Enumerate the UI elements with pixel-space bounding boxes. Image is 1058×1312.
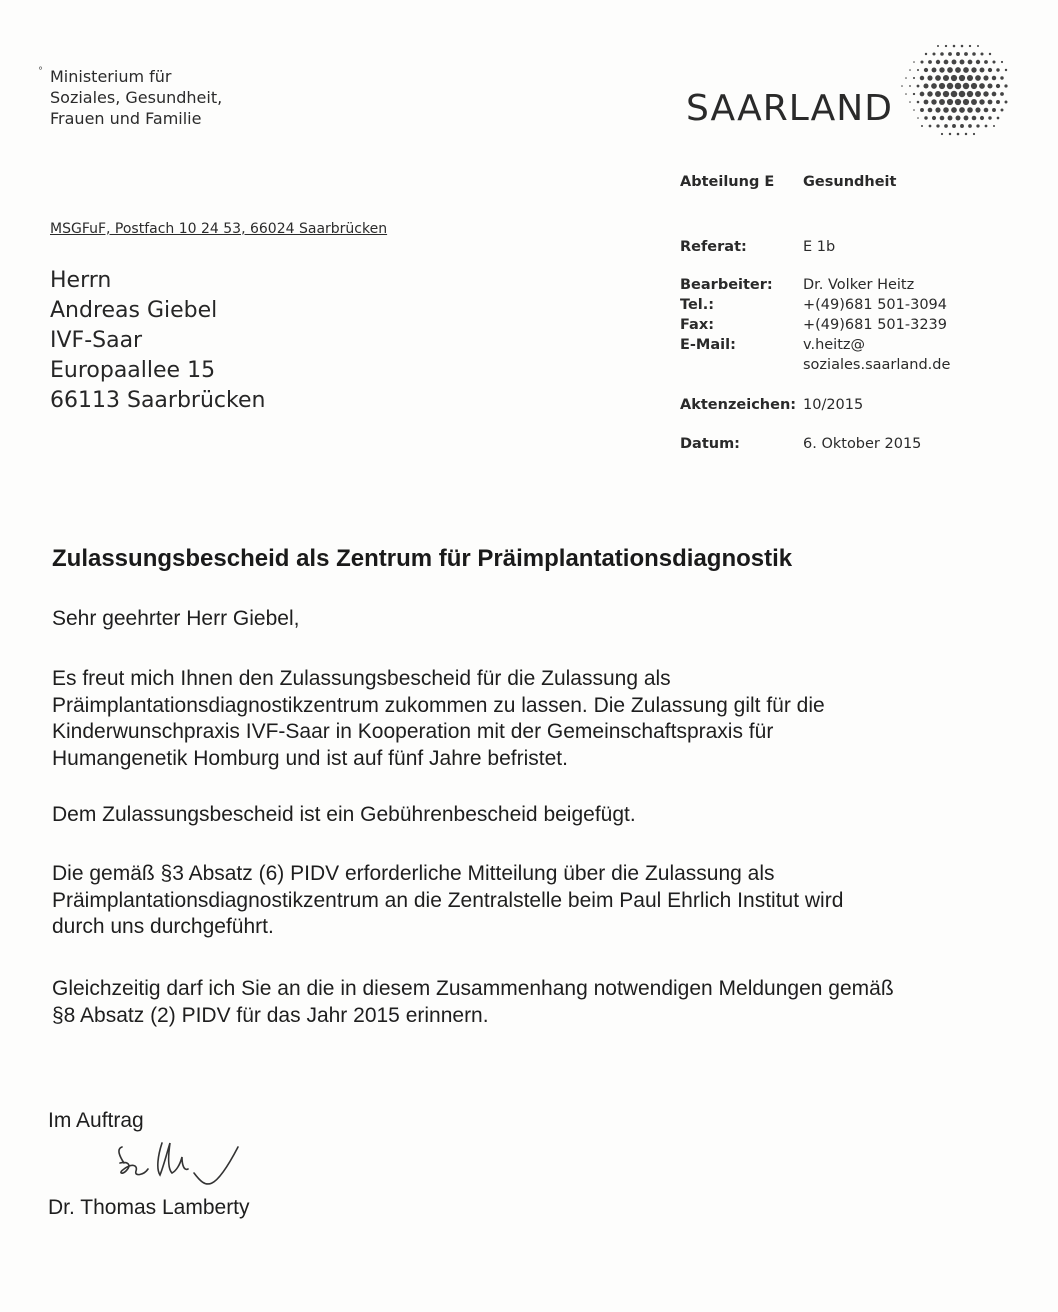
logo-dot (920, 60, 923, 63)
ministry-name (50, 66, 222, 129)
logo-dot (928, 60, 932, 64)
logo-dot (943, 107, 949, 113)
paragraph-line: Kinderwunschpraxis IVF-Saar in Kooperation mit der Gemeinschaftspraxis für (52, 720, 774, 743)
logo-dot (980, 52, 983, 55)
logo-dot (960, 60, 965, 65)
logo-dot (952, 60, 957, 65)
info-label: Aktenzeichen: (680, 397, 797, 413)
paragraph-line: Humangenetik Homburg und ist auf fünf Jahre befristet. (52, 746, 568, 770)
paragraph (52, 976, 894, 1029)
paragraph-line: Gleichzeitig darf ich Sie an die in diesem Zusammenhang notwendigen Meldungen gemäß (52, 977, 894, 1000)
info-contact (680, 277, 951, 377)
paragraph (52, 861, 843, 941)
logo-dot (985, 125, 988, 128)
logo-dot (931, 83, 937, 89)
recipient-line: Andreas Giebel (50, 298, 218, 323)
logo-dot (955, 67, 961, 73)
logo-dot (963, 99, 969, 105)
saarland-logo-icon (878, 42, 1008, 142)
logo-dot (956, 52, 960, 56)
logo-dot (951, 75, 957, 81)
logo-dot (943, 75, 949, 81)
paragraph: Dem Zulassungsbescheid ist ein Gebührenbescheid beigefügt. (52, 803, 636, 826)
info-value: Gesundheit (803, 174, 897, 190)
logo-dot (967, 75, 973, 81)
logo-dot (992, 108, 996, 112)
logo-dot (928, 108, 933, 113)
logo-dot (967, 107, 973, 113)
logo-dot (1000, 92, 1004, 96)
logo-dot (955, 83, 962, 90)
logo-dot (984, 60, 988, 64)
paragraph (52, 666, 825, 772)
info-value: Dr. Volker Heitz (803, 277, 915, 293)
logo-dot (951, 107, 957, 113)
logo-dot (927, 75, 932, 80)
logo-dot (920, 108, 924, 112)
logo-dot (935, 107, 940, 112)
info-value: 10/2015 (803, 397, 864, 413)
logo-dot (947, 99, 953, 105)
info-label: Fax: (680, 317, 714, 333)
info-label: Datum: (680, 436, 740, 452)
logo-dot (956, 116, 961, 121)
logo-dot (947, 67, 953, 73)
paragraph-line: Präimplantationsdiagnostikzentrum zukommen zu lassen. Die Zulassung gilt für die (52, 693, 825, 717)
paragraph-line: Die gemäß §3 Absatz (6) PIDV erforderliche Mitteilung über die Zulassung als (52, 862, 775, 885)
logo-dot (971, 99, 977, 105)
logo-dot (932, 52, 935, 55)
logo-dot (979, 99, 984, 104)
logo-dot (1001, 109, 1004, 112)
info-value: +(49)681 501-3239 (803, 317, 948, 333)
logo-dot (992, 92, 997, 97)
logo-dot (975, 91, 981, 97)
info-datum (680, 436, 922, 456)
logo-dot (1001, 61, 1003, 63)
logo-dot (983, 75, 988, 80)
logo-dot (971, 83, 977, 89)
logo-dot (993, 125, 995, 127)
ministry-line: Frauen und Familie (50, 109, 202, 128)
logo-dot (920, 76, 924, 80)
paragraph-line: durch uns durchgeführt. (52, 915, 274, 938)
logo-dot (996, 84, 1000, 88)
logo-dot (905, 77, 907, 79)
logo-dot (913, 109, 915, 111)
salutation: Sehr geehrter Herr Giebel, (52, 607, 300, 630)
logo-dot (948, 52, 952, 56)
logo-dot (969, 45, 971, 47)
logo-dot (977, 45, 979, 47)
logo-dot (984, 108, 989, 113)
recipient-line: 66113 Saarbrücken (50, 388, 266, 413)
recipient-line: Europaallee 15 (50, 358, 216, 383)
logo-dot (909, 69, 911, 71)
info-label: Referat: (680, 239, 747, 255)
letter-subject: Zulassungsbescheid als Zentrum für Präimplantationsdiagnostik (52, 545, 793, 572)
recipient-line: IVF-Saar (50, 328, 143, 353)
logo-dot (901, 85, 903, 87)
logo-dot (940, 52, 944, 56)
closing: Im Auftrag (48, 1109, 144, 1132)
info-referat (680, 239, 836, 259)
logo-dot (913, 61, 915, 63)
ministry-line: Soziales, Gesundheit, (50, 88, 223, 107)
saarland-logo-text: SAARLAND (686, 88, 893, 129)
logo-dot (1005, 69, 1007, 71)
logo-dot (935, 91, 941, 97)
bullet-mark: ° (38, 66, 43, 77)
signatory-name: Dr. Thomas Lamberty (48, 1196, 250, 1219)
logo-dot (920, 92, 925, 97)
info-label: E-Mail: (680, 337, 736, 353)
logo-dot (955, 99, 961, 105)
logo-dot (917, 85, 920, 88)
info-label: Abteilung E (680, 174, 775, 190)
ministry-line: Ministerium für (50, 67, 172, 86)
logo-dot (936, 124, 939, 127)
logo-dot (987, 83, 992, 88)
logo-dot (937, 45, 939, 47)
logo-dot (976, 124, 979, 127)
logo-dot (925, 53, 927, 55)
logo-dot (989, 53, 991, 55)
logo-dot (976, 60, 980, 64)
handwritten-signature (110, 1135, 250, 1197)
info-aktenzeichen (680, 397, 864, 417)
logo-dot (979, 83, 985, 89)
info-value: soziales.saarland.de (803, 357, 951, 373)
logo-dot (957, 133, 960, 136)
logo-dot (953, 45, 956, 48)
paragraph-line: Es freut mich Ihnen den Zulassungsbescheid für die Zulassung als (52, 667, 671, 690)
logo-dot (959, 75, 965, 81)
logo-dot (971, 67, 976, 72)
logo-dot (931, 99, 936, 104)
logo-dot (1000, 76, 1003, 79)
info-label: Tel.: (680, 297, 715, 313)
logo-dot (949, 133, 951, 135)
recipient-line: Herrn (50, 268, 112, 293)
logo-dot (923, 83, 928, 88)
logo-dot (921, 125, 923, 127)
logo-dot (924, 100, 929, 105)
logo-dot (944, 124, 948, 128)
logo-dot (972, 116, 977, 121)
logo-dot (988, 68, 992, 72)
logo-dot (996, 100, 1000, 104)
logo-dot (968, 60, 973, 65)
logo-dot (968, 124, 972, 128)
logo-dot (960, 124, 964, 128)
logo-dot (959, 91, 966, 98)
logo-dot (997, 117, 1000, 120)
logo-dot (963, 67, 969, 73)
logo-dot (941, 133, 943, 135)
logo-dot (917, 101, 920, 104)
info-value: 6. Oktober 2015 (803, 436, 922, 452)
return-address: MSGFuF, Postfach 10 24 53, 66024 Saarbrücken (50, 221, 388, 237)
logo-dot (964, 116, 969, 121)
logo-dot (959, 107, 965, 113)
logo-dot (905, 93, 907, 95)
logo-dot (964, 52, 968, 56)
info-label: Bearbeiter: (680, 277, 773, 293)
logo-dot (944, 60, 949, 65)
logo-dot (929, 125, 932, 128)
logo-dot (939, 83, 945, 89)
logo-dot (932, 68, 937, 73)
paragraph-line: §8 Absatz (2) PIDV für das Jahr 2015 erinnern. (52, 1003, 489, 1027)
logo-dot (972, 52, 976, 56)
logo-dot (943, 91, 949, 97)
recipient-address (50, 266, 265, 416)
logo-dot (988, 116, 991, 119)
logo-dot (913, 77, 915, 79)
logo-dot (975, 75, 981, 81)
logo-dot (952, 124, 956, 128)
logo-dot (909, 101, 911, 103)
logo-dot (909, 85, 911, 87)
info-value: v.heitz@ (803, 337, 866, 353)
logo-dot (939, 99, 945, 105)
logo-dot (927, 91, 932, 96)
logo-dot (980, 68, 985, 73)
logo-dot (948, 116, 953, 121)
logo-dot (936, 60, 940, 64)
logo-dot (913, 93, 915, 95)
paragraph-line: Präimplantationsdiagnostikzentrum an die Zentralstelle beim Paul Ehrlich Institut wird (52, 888, 844, 912)
info-value: E 1b (803, 239, 836, 255)
logo-dot (965, 133, 967, 135)
logo-dot (980, 116, 984, 120)
logo-dot (963, 83, 969, 89)
logo-dot (924, 68, 928, 72)
logo-dot (1005, 101, 1008, 104)
logo-dot (1004, 84, 1007, 87)
logo-dot (967, 91, 973, 97)
logo-dot (947, 83, 953, 89)
logo-dot (992, 76, 996, 80)
info-value: +(49)681 501-3094 (803, 297, 948, 313)
logo-dot (951, 91, 958, 98)
logo-dot (917, 117, 919, 119)
logo-dot (917, 69, 919, 71)
logo-dot (939, 67, 944, 72)
logo-dot (940, 116, 945, 121)
logo-dot (996, 68, 999, 71)
logo-dot (983, 91, 988, 96)
logo-dot (924, 116, 927, 119)
logo-dot (975, 107, 980, 112)
logo-dot (988, 100, 993, 105)
logo-dot (992, 60, 995, 63)
logo-dot (932, 116, 936, 120)
logo-dot (973, 133, 975, 135)
info-abteilung (680, 174, 897, 194)
logo-dot (945, 45, 947, 47)
logo-dot (961, 45, 964, 48)
logo-dot (935, 75, 941, 81)
